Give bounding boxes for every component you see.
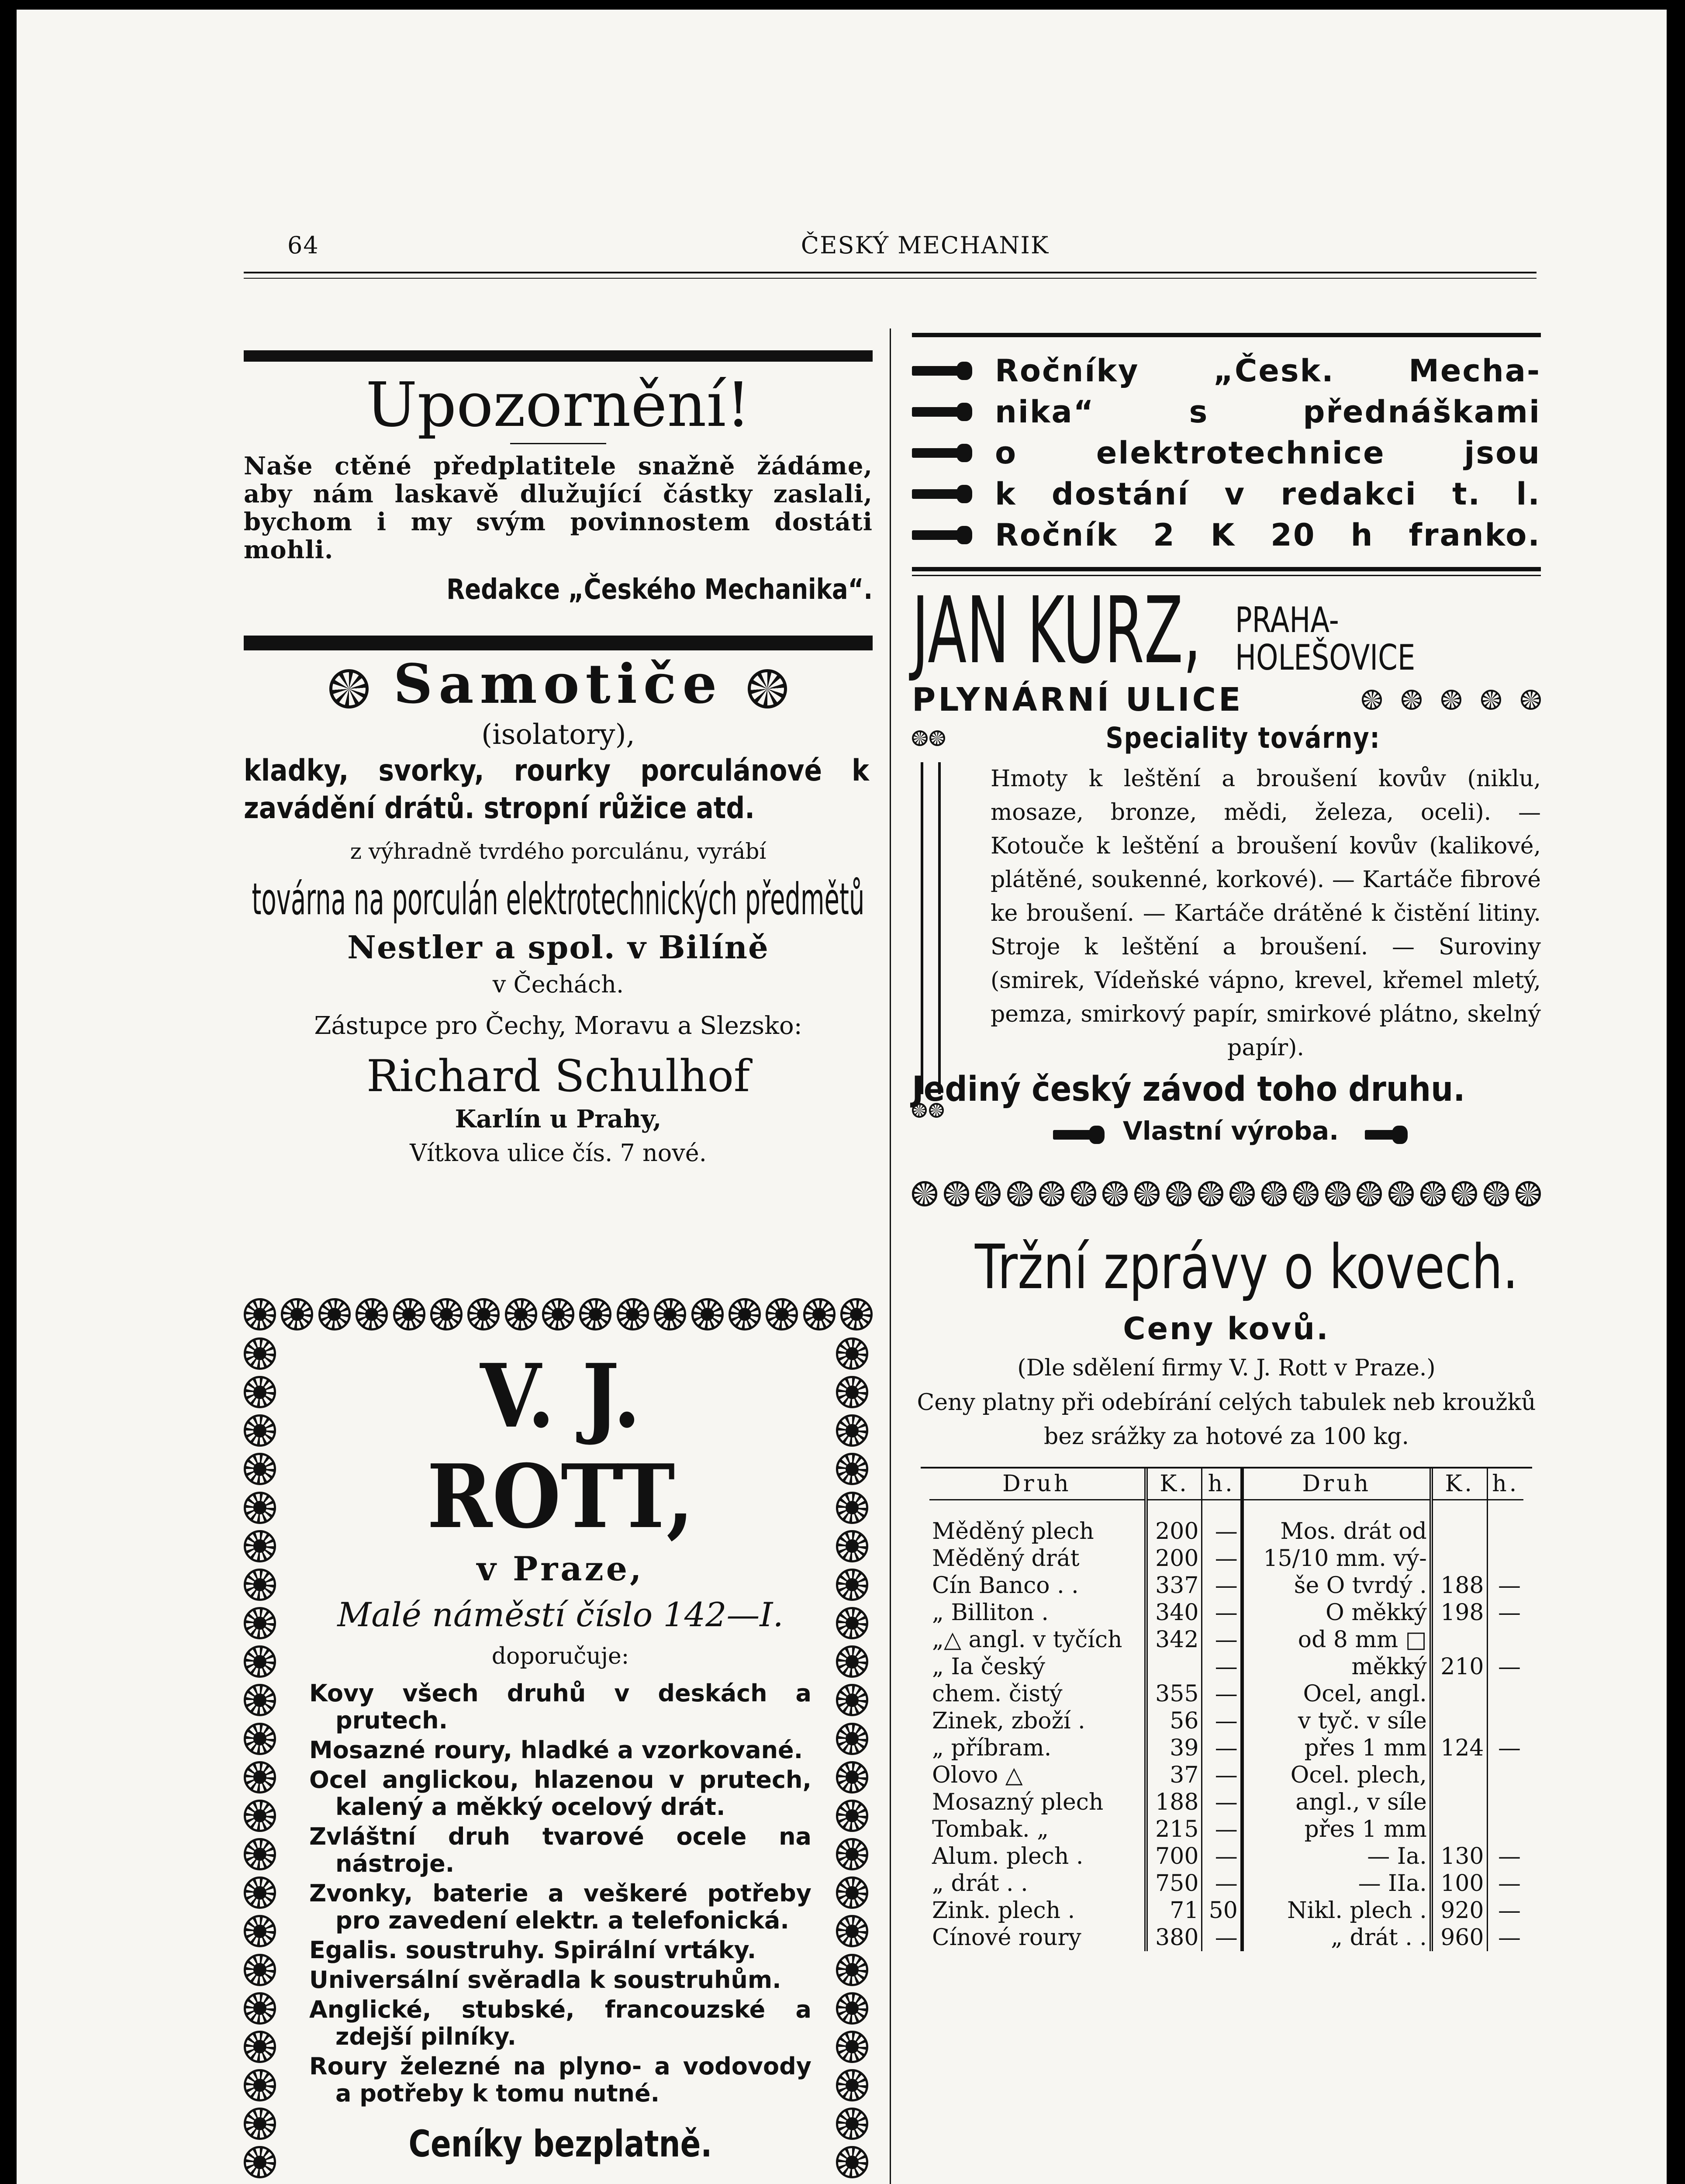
pointing-hand-icon	[912, 448, 964, 458]
cell-left-h: —	[1202, 1572, 1242, 1599]
cell-left-h: —	[1202, 1762, 1242, 1789]
kurz-own-production-row	[912, 1111, 1541, 1151]
pointing-hands	[912, 350, 995, 556]
volumes-line: Ročníky „Česk. Mecha-	[995, 353, 1541, 389]
cell-left-name: Mosazný plech	[932, 1789, 1104, 1815]
pointing-hand-icon	[1053, 1130, 1097, 1140]
kurz-name: JAN KURZ,	[912, 577, 1202, 684]
cell-right-k: 124	[1431, 1735, 1487, 1762]
volumes-text	[995, 350, 1541, 556]
cell-right-k	[1431, 1762, 1487, 1789]
ornament-border-top	[244, 1298, 873, 1335]
cell-right-k: 920	[1431, 1897, 1487, 1924]
ornament-icon	[1402, 690, 1422, 710]
table-row	[929, 1707, 1523, 1735]
rott-recommends: doporučuje:	[491, 1643, 629, 1669]
kurz-street-row	[912, 681, 1541, 719]
cell-right-name: 15/10 mm. vý-	[1242, 1545, 1431, 1572]
notice-box	[244, 350, 873, 650]
insulators-rep-city: Karlín u Prahy,	[455, 1105, 662, 1133]
table-row	[929, 1870, 1523, 1897]
ornament-icon	[1521, 690, 1541, 710]
cell-left-name: „ Billiton .	[932, 1600, 1049, 1626]
rott-item: Mosazné roury, hladké a vzorkované.	[309, 1736, 803, 1764]
column-divider	[890, 328, 891, 2184]
cell-left-h: —	[1202, 1735, 1242, 1762]
cell-left-name: Měděný drát	[932, 1545, 1080, 1572]
cell-right-name: še O tvrdý .	[1242, 1572, 1431, 1599]
col-h-right: h.	[1487, 1469, 1523, 1500]
cell-left-k: 39	[1146, 1735, 1202, 1762]
cell-left-name: Cín Banco . .	[932, 1572, 1079, 1599]
market-subtitle: Ceny kovů.	[1123, 1311, 1330, 1347]
cell-right-name: „ drát . .	[1242, 1924, 1431, 1951]
rott-item: Universální svěradla k soustruhům.	[309, 1966, 781, 1994]
cell-right-h: —	[1487, 1843, 1523, 1870]
header-rule-thin	[244, 278, 1537, 279]
cell-left-k: 337	[1146, 1572, 1202, 1599]
volumes-line: Ročník 2 K 20 h franko.	[995, 517, 1541, 553]
cell-right-k: 960	[1431, 1924, 1487, 1951]
cell-left-k: 750	[1146, 1870, 1202, 1897]
kurz-slogan: Jediný český závod toho druhu.	[912, 1070, 1465, 1109]
cell-right-name: O měkký	[1242, 1599, 1431, 1626]
cell-right-h	[1487, 1762, 1523, 1789]
col-k-right: K.	[1431, 1469, 1487, 1500]
cell-left-h: —	[1202, 1626, 1242, 1653]
cell-left-name: Tombak. „	[932, 1816, 1049, 1842]
cell-left-h: —	[1202, 1843, 1242, 1870]
notice-title-underline	[510, 443, 606, 444]
cell-right-k: 198	[1431, 1599, 1487, 1626]
cell-left-name: „ Ia český	[932, 1654, 1046, 1680]
kurz-city	[1235, 601, 1415, 677]
table-row	[929, 1735, 1523, 1762]
pointing-hand-icon	[912, 530, 964, 540]
journal-title: ČESKÝ MECHANIK	[801, 232, 1050, 259]
decorative-ornament-icon	[329, 669, 369, 708]
cell-left-h: —	[1202, 1518, 1242, 1545]
cell-right-k	[1431, 1816, 1487, 1843]
col-k-left: K.	[1146, 1469, 1202, 1500]
rott-items-list	[309, 1680, 811, 2107]
col-kind-right: Druh	[1242, 1469, 1431, 1500]
cell-left-h: 50	[1202, 1897, 1242, 1924]
right-top-rule	[912, 333, 1541, 337]
volumes-line: o elektrotechnice jsou	[995, 435, 1541, 471]
cell-right-k: 210	[1431, 1653, 1487, 1680]
kurz-side-bars	[912, 762, 960, 1065]
cell-right-k	[1431, 1707, 1487, 1735]
cell-left-name: „ příbram.	[932, 1735, 1052, 1761]
cell-right-h: —	[1487, 1735, 1523, 1762]
col-h-left: h.	[1202, 1469, 1242, 1500]
volumes-ad	[912, 350, 1541, 556]
kurz-description-block	[912, 762, 1541, 1065]
table-row	[929, 1599, 1523, 1626]
cell-right-name: Ocel, angl.	[1242, 1680, 1431, 1707]
insulators-location: v Čechách.	[492, 971, 624, 998]
ornament-icon	[1481, 690, 1501, 710]
ornament-border-right	[836, 1337, 873, 2184]
pointing-hand-icon	[1365, 1130, 1400, 1140]
pointing-hand-icon	[912, 489, 964, 499]
cell-left-h: —	[1202, 1599, 1242, 1626]
cell-right-k	[1431, 1626, 1487, 1653]
cell-right-k	[1431, 1680, 1487, 1707]
notice-signature: Redakce „Českého Mechanika“.	[446, 574, 873, 606]
cell-right-h	[1487, 1789, 1523, 1816]
kurz-street-ornaments	[1362, 690, 1541, 710]
rott-footer: Ceníky bezplatně.	[408, 2122, 712, 2165]
right-column	[912, 333, 1541, 1951]
table-row	[929, 1789, 1523, 1816]
cell-right-h	[1487, 1707, 1523, 1735]
market-note: Ceny platny při odebírání celých tabulek neb kroužků bez srážky za hotové za 100 kg.	[917, 1389, 1536, 1450]
insulators-factory: továrna na porculán elektrotechnických předmětů	[252, 874, 865, 925]
volumes-bottom-rule	[912, 567, 1541, 571]
cell-left-name: Olovo △	[932, 1762, 1023, 1788]
rott-content	[309, 1346, 811, 2170]
cell-left-name: Zinek, zboží .	[932, 1708, 1085, 1734]
insulators-material: z výhradně tvrdého porculánu, vyrábí	[350, 839, 767, 864]
insulators-products: kladky, svorky, rourky porculánové k zavádění drátů. stropní růžice atd.	[244, 753, 869, 826]
ornament-icon	[912, 730, 928, 746]
cell-right-h: —	[1487, 1924, 1523, 1951]
table-row	[929, 1572, 1523, 1599]
cell-left-k: 71	[1146, 1897, 1202, 1924]
cell-left-k: 56	[1146, 1707, 1202, 1735]
cell-right-k: 100	[1431, 1870, 1487, 1897]
pointing-hand-icon	[912, 407, 964, 417]
cell-left-name: Zink. plech .	[932, 1897, 1075, 1924]
rott-ad	[244, 1298, 873, 2184]
kurz-own-production: Vlastní výroba.	[1122, 1116, 1339, 1146]
market-title: Tržní zprávy o kovech.	[975, 1232, 1519, 1303]
cell-left-name: chem. čistý	[932, 1681, 1063, 1707]
kurz-city-line2: HOLEŠOVICE	[1235, 637, 1416, 678]
insulators-representative-intro: Zástupce pro Čechy, Moravu a Slezsko:	[314, 1012, 802, 1040]
cell-right-h	[1487, 1518, 1523, 1545]
rott-item: Kovy všech druhů v deskách a prutech.	[309, 1679, 811, 1734]
rott-address: Malé náměstí číslo 142—I.	[337, 1595, 784, 1634]
kurz-city-line1: PRAHA-	[1235, 600, 1339, 640]
table-row	[929, 1843, 1523, 1870]
cell-right-name: přes 1 mm	[1242, 1816, 1431, 1843]
page	[17, 10, 1667, 2184]
cell-left-k: 200	[1146, 1518, 1202, 1545]
ornament-border-left	[244, 1337, 280, 2184]
cell-left-k: 200	[1146, 1545, 1202, 1572]
cell-right-h: —	[1487, 1653, 1523, 1680]
cell-left-name: „△ angl. v tyčích	[932, 1627, 1122, 1653]
cell-left-k: 37	[1146, 1762, 1202, 1789]
cell-left-k: 700	[1146, 1843, 1202, 1870]
cell-right-name: Mos. drát od	[1242, 1518, 1431, 1545]
price-table-header	[929, 1469, 1523, 1500]
notice-title: Upozornění!	[366, 370, 751, 441]
cell-right-k: 130	[1431, 1843, 1487, 1870]
cell-left-name: Alum. plech .	[932, 1843, 1084, 1870]
cell-left-k: 188	[1146, 1789, 1202, 1816]
cell-left-k: 355	[1146, 1680, 1202, 1707]
rott-name: V. J. ROTT,	[427, 1345, 694, 1548]
ornament-icon	[1362, 690, 1382, 710]
rott-city: v Praze,	[476, 1549, 644, 1588]
cell-right-name: přes 1 mm	[1242, 1735, 1431, 1762]
page-number: 64	[287, 232, 319, 259]
kurz-specialties-row	[912, 719, 1541, 758]
cell-left-k: 380	[1146, 1924, 1202, 1951]
insulators-company: Nestler a spol. v Bilíně	[347, 929, 769, 966]
cell-right-name: Nikl. plech .	[1242, 1897, 1431, 1924]
cell-left-h: —	[1202, 1924, 1242, 1951]
table-row	[929, 1653, 1523, 1680]
insulators-title: Samotiče	[393, 653, 723, 716]
rott-item: Roury železné na plyno- a vodovody a potřeby k tomu nutné.	[309, 2053, 811, 2107]
table-row	[929, 1924, 1523, 1951]
cell-right-h: —	[1487, 1572, 1523, 1599]
insulators-representative: Richard Schulhof	[366, 1051, 750, 1102]
cell-right-name: Ocel. plech,	[1242, 1762, 1431, 1789]
cell-left-k	[1146, 1653, 1202, 1680]
header-rule	[244, 272, 1537, 273]
cell-left-k: 342	[1146, 1626, 1202, 1653]
cell-left-name: Měděný plech	[932, 1518, 1094, 1545]
decorative-ornament-icon	[748, 669, 787, 708]
insulators-ad	[244, 652, 873, 1171]
market-source: (Dle sdělení firmy V. J. Rott v Praze.)	[1017, 1355, 1436, 1381]
cell-left-h: —	[1202, 1545, 1242, 1572]
kurz-header	[912, 577, 1541, 684]
cell-right-h: —	[1487, 1897, 1523, 1924]
kurz-specialties-title: Speciality továrny:	[1105, 721, 1381, 755]
notice-top-bar	[244, 350, 873, 362]
price-table	[929, 1469, 1523, 1951]
cell-left-k: 215	[1146, 1816, 1202, 1843]
table-row	[929, 1762, 1523, 1789]
cell-right-h	[1487, 1680, 1523, 1707]
cell-right-k	[1431, 1789, 1487, 1816]
kurz-description: Hmoty k leštění a broušení kovův (niklu, mosaze, bronze, mědi, železa, oceli). — Kotouče k leštění a broušení kovův (kalikové, plátěné, soukenné, korkové). — Kartáče fibrové ke broušení. — Kartáče drátěné k čistění litiny. Stroje k leštění a broušení. — Suroviny (smirek, Vídeňské vápno, krevel, křemel mletý, pemza, smirkový papír, smirkové plátno, skelný papír).	[991, 766, 1541, 1061]
table-row	[929, 1545, 1523, 1572]
ornament-icon	[1441, 690, 1461, 710]
kurz-street: PLYNÁRNÍ ULICE	[912, 681, 1243, 719]
rott-item: Anglické, stubské, francouzské a zdejší pilníky.	[309, 1996, 811, 2050]
rott-item: Ocel anglickou, hlazenou v prutech, kalený a měkký ocelový drát.	[309, 1766, 811, 1821]
insulators-title-row	[244, 652, 873, 717]
rott-item: Zvonky, baterie a veškeré potřeby pro zavedení elektr. a telefonická.	[309, 1880, 811, 1934]
cell-left-name: „ drát . .	[932, 1870, 1028, 1897]
cell-right-h: —	[1487, 1599, 1523, 1626]
cell-left-h: —	[1202, 1789, 1242, 1816]
notice-bottom-bar	[244, 636, 873, 650]
rott-item: Zvláštní druh tvarové ocele na nástroje.	[309, 1823, 811, 1877]
volumes-bottom-rule-thin	[912, 575, 1541, 576]
cell-right-name: měkký	[1242, 1653, 1431, 1680]
cell-right-h	[1487, 1545, 1523, 1572]
cell-left-h: —	[1202, 1707, 1242, 1735]
rott-item: Egalis. soustruhy. Spirální vrtáky.	[309, 1936, 756, 1964]
col-kind-left: Druh	[929, 1469, 1146, 1500]
table-row	[929, 1816, 1523, 1843]
table-row	[929, 1680, 1523, 1707]
table-row	[929, 1518, 1523, 1545]
cell-left-h: —	[1202, 1816, 1242, 1843]
cell-right-k	[1431, 1545, 1487, 1572]
cell-right-name: od 8 mm □	[1242, 1626, 1431, 1653]
cell-right-name: — Ia.	[1242, 1843, 1431, 1870]
ornament-icon	[929, 730, 945, 746]
cell-left-h: —	[1202, 1653, 1242, 1680]
cell-right-name: angl., v síle	[1242, 1789, 1431, 1816]
pointing-hand-icon	[912, 366, 964, 376]
insulators-rep-address: Vítkova ulice čís. 7 nové.	[410, 1139, 707, 1167]
cell-left-name: Cínové roury	[932, 1925, 1081, 1951]
volumes-line: nika“ s přednáškami	[995, 394, 1541, 430]
notice-text: Naše ctěné předplatitele snažně žádáme, aby nám laskavě dlužující částky zaslali, bychom i my svým povinnostem dostáti mohli.	[244, 452, 873, 564]
cell-right-h	[1487, 1626, 1523, 1653]
cell-left-h: —	[1202, 1870, 1242, 1897]
cell-right-name: v tyč. v síle	[1242, 1707, 1431, 1735]
cell-right-k: 188	[1431, 1572, 1487, 1599]
cell-left-h: —	[1202, 1680, 1242, 1707]
volumes-line: k dostání v redakci t. l.	[995, 476, 1541, 512]
table-row	[929, 1897, 1523, 1924]
cell-left-k: 340	[1146, 1599, 1202, 1626]
cell-right-h	[1487, 1816, 1523, 1843]
cell-right-k	[1431, 1518, 1487, 1545]
cell-right-h: —	[1487, 1870, 1523, 1897]
ornament-row	[912, 1181, 1541, 1206]
insulators-subtitle: (isolatory),	[481, 719, 635, 751]
cell-right-name: — IIa.	[1242, 1870, 1431, 1897]
table-row	[929, 1626, 1523, 1653]
